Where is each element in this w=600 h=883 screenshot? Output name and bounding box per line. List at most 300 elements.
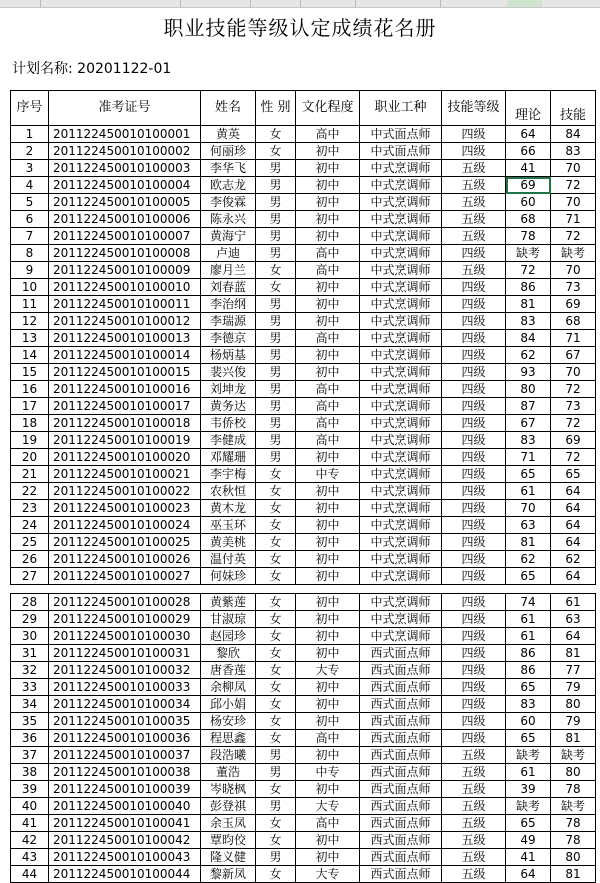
occupation-cell[interactable]: 西式面点师: [360, 832, 442, 849]
name-cell[interactable]: 何妹珍: [201, 568, 256, 585]
skill-score-cell[interactable]: 70: [551, 364, 596, 381]
occupation-cell[interactable]: 中式烹调师: [360, 177, 442, 194]
skill-score-cell[interactable]: 70: [551, 262, 596, 279]
education-cell[interactable]: 初中: [296, 313, 360, 330]
index-cell[interactable]: 42: [11, 832, 49, 849]
education-cell[interactable]: 高中: [296, 398, 360, 415]
name-cell[interactable]: 甘淑琼: [201, 611, 256, 628]
level-cell[interactable]: 五级: [442, 747, 506, 764]
header-name[interactable]: 姓名: [201, 91, 256, 126]
education-cell[interactable]: 大专: [296, 866, 360, 883]
name-cell[interactable]: 温付英: [201, 551, 256, 568]
exam-no-cell[interactable]: 201122450010100005: [49, 194, 201, 211]
occupation-cell[interactable]: 西式面点师: [360, 696, 442, 713]
gender-cell[interactable]: 男: [256, 347, 296, 364]
name-cell[interactable]: 李健成: [201, 432, 256, 449]
occupation-cell[interactable]: 中式烹调师: [360, 381, 442, 398]
skill-score-cell[interactable]: 78: [551, 815, 596, 832]
education-cell[interactable]: 初中: [296, 568, 360, 585]
gender-cell[interactable]: 男: [256, 313, 296, 330]
occupation-cell[interactable]: 西式面点师: [360, 679, 442, 696]
level-cell[interactable]: 五级: [442, 798, 506, 815]
name-cell[interactable]: 黄英: [201, 126, 256, 143]
exam-no-cell[interactable]: 201122450010100021: [49, 466, 201, 483]
gender-cell[interactable]: 女: [256, 662, 296, 679]
name-cell[interactable]: 覃昀佼: [201, 832, 256, 849]
level-cell[interactable]: 四级: [442, 313, 506, 330]
occupation-cell[interactable]: 西式面点师: [360, 781, 442, 798]
exam-no-cell[interactable]: 201122450010100040: [49, 798, 201, 815]
theory-score-cell[interactable]: 84: [506, 330, 551, 347]
education-cell[interactable]: 初中: [296, 160, 360, 177]
gender-cell[interactable]: 男: [256, 849, 296, 866]
index-cell[interactable]: 31: [11, 645, 49, 662]
name-cell[interactable]: 卢迪: [201, 245, 256, 262]
gender-cell[interactable]: 女: [256, 568, 296, 585]
level-cell[interactable]: 四级: [442, 245, 506, 262]
level-cell[interactable]: 五级: [442, 781, 506, 798]
skill-score-cell[interactable]: 65: [551, 466, 596, 483]
name-cell[interactable]: 赵园珍: [201, 628, 256, 645]
theory-score-cell[interactable]: 39: [506, 781, 551, 798]
name-cell[interactable]: 廖月兰: [201, 262, 256, 279]
gender-cell[interactable]: 男: [256, 364, 296, 381]
gender-cell[interactable]: 男: [256, 381, 296, 398]
name-cell[interactable]: 李华飞: [201, 160, 256, 177]
education-cell[interactable]: 初中: [296, 143, 360, 160]
gender-cell[interactable]: 女: [256, 551, 296, 568]
name-cell[interactable]: 岑晓枫: [201, 781, 256, 798]
theory-score-cell[interactable]: 86: [506, 645, 551, 662]
occupation-cell[interactable]: 中式烹调师: [360, 211, 442, 228]
level-cell[interactable]: 五级: [442, 177, 506, 194]
name-cell[interactable]: 何丽珍: [201, 143, 256, 160]
name-cell[interactable]: 刘春蓝: [201, 279, 256, 296]
theory-score-cell[interactable]: 缺考: [506, 747, 551, 764]
education-cell[interactable]: 初中: [296, 679, 360, 696]
gender-cell[interactable]: 女: [256, 534, 296, 551]
exam-no-cell[interactable]: 201122450010100007: [49, 228, 201, 245]
level-cell[interactable]: 五级: [442, 866, 506, 883]
exam-no-cell[interactable]: 201122450010100004: [49, 177, 201, 194]
theory-score-cell[interactable]: 93: [506, 364, 551, 381]
theory-score-cell[interactable]: 41: [506, 160, 551, 177]
skill-score-cell[interactable]: 缺考: [551, 747, 596, 764]
level-cell[interactable]: 五级: [442, 262, 506, 279]
level-cell[interactable]: 四级: [442, 679, 506, 696]
index-cell[interactable]: 19: [11, 432, 49, 449]
theory-score-cell[interactable]: 49: [506, 832, 551, 849]
gender-cell[interactable]: 女: [256, 645, 296, 662]
education-cell[interactable]: 初中: [296, 483, 360, 500]
theory-score-cell[interactable]: 86: [506, 279, 551, 296]
spreadsheet-grid[interactable]: [10, 90, 595, 883]
skill-score-cell[interactable]: 80: [551, 764, 596, 781]
education-cell[interactable]: 高中: [296, 245, 360, 262]
education-cell[interactable]: 初中: [296, 534, 360, 551]
level-cell[interactable]: 四级: [442, 432, 506, 449]
level-cell[interactable]: 四级: [442, 730, 506, 747]
name-cell[interactable]: 李德京: [201, 330, 256, 347]
gender-cell[interactable]: 女: [256, 126, 296, 143]
theory-score-cell[interactable]: 80: [506, 381, 551, 398]
theory-score-cell[interactable]: 86: [506, 662, 551, 679]
education-cell[interactable]: 初中: [296, 364, 360, 381]
level-cell[interactable]: 五级: [442, 194, 506, 211]
exam-no-cell[interactable]: 201122450010100036: [49, 730, 201, 747]
exam-no-cell[interactable]: 201122450010100039: [49, 781, 201, 798]
index-cell[interactable]: 13: [11, 330, 49, 347]
index-cell[interactable]: 12: [11, 313, 49, 330]
index-cell[interactable]: 11: [11, 296, 49, 313]
index-cell[interactable]: 44: [11, 866, 49, 883]
skill-score-cell[interactable]: 72: [551, 415, 596, 432]
theory-score-cell[interactable]: 61: [506, 628, 551, 645]
name-cell[interactable]: 杨炳基: [201, 347, 256, 364]
exam-no-cell[interactable]: 201122450010100018: [49, 415, 201, 432]
level-cell[interactable]: 四级: [442, 611, 506, 628]
occupation-cell[interactable]: 中式烹调师: [360, 449, 442, 466]
occupation-cell[interactable]: 中式面点师: [360, 126, 442, 143]
occupation-cell[interactable]: 西式面点师: [360, 747, 442, 764]
exam-no-cell[interactable]: 201122450010100002: [49, 143, 201, 160]
exam-no-cell[interactable]: 201122450010100026: [49, 551, 201, 568]
theory-score-cell[interactable]: 83: [506, 696, 551, 713]
exam-no-cell[interactable]: 201122450010100012: [49, 313, 201, 330]
index-cell[interactable]: 39: [11, 781, 49, 798]
exam-no-cell[interactable]: 201122450010100029: [49, 611, 201, 628]
exam-no-cell[interactable]: 201122450010100043: [49, 849, 201, 866]
occupation-cell[interactable]: 西式面点师: [360, 798, 442, 815]
gender-cell[interactable]: 女: [256, 143, 296, 160]
theory-score-cell[interactable]: 缺考: [506, 798, 551, 815]
name-cell[interactable]: 程思鑫: [201, 730, 256, 747]
skill-score-cell[interactable]: 72: [551, 177, 596, 194]
name-cell[interactable]: 董浩: [201, 764, 256, 781]
skill-score-cell[interactable]: 62: [551, 551, 596, 568]
level-cell[interactable]: 四级: [442, 347, 506, 364]
level-cell[interactable]: 四级: [442, 534, 506, 551]
exam-no-cell[interactable]: 201122450010100009: [49, 262, 201, 279]
exam-no-cell[interactable]: 201122450010100037: [49, 747, 201, 764]
occupation-cell[interactable]: 中式烹调师: [360, 228, 442, 245]
occupation-cell[interactable]: 中式面点师: [360, 143, 442, 160]
education-cell[interactable]: 高中: [296, 330, 360, 347]
index-cell[interactable]: 27: [11, 568, 49, 585]
skill-score-cell[interactable]: 缺考: [551, 245, 596, 262]
theory-score-cell[interactable]: 65: [506, 815, 551, 832]
name-cell[interactable]: 黄海宁: [201, 228, 256, 245]
exam-no-cell[interactable]: 201122450010100019: [49, 432, 201, 449]
theory-score-cell[interactable]: 64: [506, 866, 551, 883]
index-cell[interactable]: 17: [11, 398, 49, 415]
exam-no-cell[interactable]: 201122450010100022: [49, 483, 201, 500]
name-cell[interactable]: 李宇梅: [201, 466, 256, 483]
occupation-cell[interactable]: 中式烹调师: [360, 483, 442, 500]
education-cell[interactable]: 初中: [296, 449, 360, 466]
index-cell[interactable]: 15: [11, 364, 49, 381]
index-cell[interactable]: 16: [11, 381, 49, 398]
gender-cell[interactable]: 男: [256, 330, 296, 347]
exam-no-cell[interactable]: 201122450010100020: [49, 449, 201, 466]
level-cell[interactable]: 五级: [442, 764, 506, 781]
skill-score-cell[interactable]: 64: [551, 628, 596, 645]
occupation-cell[interactable]: 中式烹调师: [360, 398, 442, 415]
skill-score-cell[interactable]: 78: [551, 832, 596, 849]
index-cell[interactable]: 6: [11, 211, 49, 228]
gender-cell[interactable]: 女: [256, 713, 296, 730]
skill-score-cell[interactable]: 71: [551, 330, 596, 347]
occupation-cell[interactable]: 中式烹调师: [360, 296, 442, 313]
education-cell[interactable]: 初中: [296, 296, 360, 313]
name-cell[interactable]: 黄美桃: [201, 534, 256, 551]
education-cell[interactable]: 初中: [296, 747, 360, 764]
gender-cell[interactable]: 女: [256, 730, 296, 747]
occupation-cell[interactable]: 中式烹调师: [360, 466, 442, 483]
gender-cell[interactable]: 女: [256, 466, 296, 483]
skill-score-cell[interactable]: 69: [551, 296, 596, 313]
exam-no-cell[interactable]: 201122450010100024: [49, 517, 201, 534]
header-education[interactable]: 文化程度: [296, 91, 360, 126]
exam-no-cell[interactable]: 201122450010100027: [49, 568, 201, 585]
gender-cell[interactable]: 男: [256, 245, 296, 262]
skill-score-cell[interactable]: 61: [551, 594, 596, 611]
occupation-cell[interactable]: 中式烹调师: [360, 347, 442, 364]
gender-cell[interactable]: 女: [256, 628, 296, 645]
name-cell[interactable]: 邱小娟: [201, 696, 256, 713]
level-cell[interactable]: 五级: [442, 211, 506, 228]
name-cell[interactable]: 黎新凤: [201, 866, 256, 883]
exam-no-cell[interactable]: 201122450010100035: [49, 713, 201, 730]
education-cell[interactable]: 高中: [296, 126, 360, 143]
education-cell[interactable]: 高中: [296, 432, 360, 449]
skill-score-cell[interactable]: 64: [551, 534, 596, 551]
theory-score-cell[interactable]: 83: [506, 432, 551, 449]
theory-score-cell[interactable]: 65: [506, 679, 551, 696]
education-cell[interactable]: 初中: [296, 849, 360, 866]
gender-cell[interactable]: 女: [256, 611, 296, 628]
level-cell[interactable]: 四级: [442, 628, 506, 645]
name-cell[interactable]: 杨安珍: [201, 713, 256, 730]
gender-cell[interactable]: 男: [256, 194, 296, 211]
skill-score-cell[interactable]: 63: [551, 611, 596, 628]
exam-no-cell[interactable]: 201122450010100033: [49, 679, 201, 696]
skill-score-cell[interactable]: 68: [551, 313, 596, 330]
index-cell[interactable]: 18: [11, 415, 49, 432]
name-cell[interactable]: 余柳凤: [201, 679, 256, 696]
level-cell[interactable]: 四级: [442, 330, 506, 347]
theory-score-cell[interactable]: 78: [506, 228, 551, 245]
skill-score-cell[interactable]: 78: [551, 781, 596, 798]
index-cell[interactable]: 30: [11, 628, 49, 645]
header-skill[interactable]: 技能: [551, 91, 596, 126]
occupation-cell[interactable]: 西式面点师: [360, 713, 442, 730]
gender-cell[interactable]: 男: [256, 432, 296, 449]
name-cell[interactable]: 隆义健: [201, 849, 256, 866]
skill-score-cell[interactable]: 64: [551, 517, 596, 534]
name-cell[interactable]: 陈永兴: [201, 211, 256, 228]
header-theory[interactable]: 理论: [506, 91, 551, 126]
education-cell[interactable]: 高中: [296, 730, 360, 747]
gender-cell[interactable]: 男: [256, 177, 296, 194]
skill-score-cell[interactable]: 72: [551, 381, 596, 398]
education-cell[interactable]: 高中: [296, 262, 360, 279]
theory-score-cell[interactable]: 60: [506, 713, 551, 730]
exam-no-cell[interactable]: 201122450010100023: [49, 500, 201, 517]
exam-no-cell[interactable]: 201122450010100016: [49, 381, 201, 398]
exam-no-cell[interactable]: 201122450010100025: [49, 534, 201, 551]
index-cell[interactable]: 24: [11, 517, 49, 534]
skill-score-cell[interactable]: 64: [551, 483, 596, 500]
theory-score-cell[interactable]: 62: [506, 347, 551, 364]
occupation-cell[interactable]: 中式烹调师: [360, 415, 442, 432]
index-cell[interactable]: 28: [11, 594, 49, 611]
gender-cell[interactable]: 男: [256, 764, 296, 781]
gender-cell[interactable]: 男: [256, 415, 296, 432]
occupation-cell[interactable]: 中式烹调师: [360, 279, 442, 296]
occupation-cell[interactable]: 西式面点师: [360, 730, 442, 747]
gender-cell[interactable]: 女: [256, 517, 296, 534]
exam-no-cell[interactable]: 201122450010100032: [49, 662, 201, 679]
skill-score-cell[interactable]: 64: [551, 568, 596, 585]
skill-score-cell[interactable]: 80: [551, 696, 596, 713]
gender-cell[interactable]: 女: [256, 483, 296, 500]
occupation-cell[interactable]: 西式面点师: [360, 866, 442, 883]
name-cell[interactable]: 欧志龙: [201, 177, 256, 194]
name-cell[interactable]: 唐香莲: [201, 662, 256, 679]
education-cell[interactable]: 初中: [296, 279, 360, 296]
index-cell[interactable]: 29: [11, 611, 49, 628]
education-cell[interactable]: 中专: [296, 764, 360, 781]
level-cell[interactable]: 四级: [442, 449, 506, 466]
theory-score-cell[interactable]: 66: [506, 143, 551, 160]
index-cell[interactable]: 21: [11, 466, 49, 483]
skill-score-cell[interactable]: 79: [551, 713, 596, 730]
header-level[interactable]: 技能等级: [442, 91, 506, 126]
occupation-cell[interactable]: 中式烹调师: [360, 551, 442, 568]
occupation-cell[interactable]: 中式烹调师: [360, 517, 442, 534]
index-cell[interactable]: 40: [11, 798, 49, 815]
theory-score-cell[interactable]: 74: [506, 594, 551, 611]
level-cell[interactable]: 四级: [442, 279, 506, 296]
theory-score-cell[interactable]: 67: [506, 415, 551, 432]
education-cell[interactable]: 高中: [296, 815, 360, 832]
level-cell[interactable]: 四级: [442, 398, 506, 415]
name-cell[interactable]: 段浩曦: [201, 747, 256, 764]
education-cell[interactable]: 初中: [296, 832, 360, 849]
level-cell[interactable]: 五级: [442, 832, 506, 849]
header-occupation[interactable]: 职业工种: [360, 91, 442, 126]
name-cell[interactable]: 黄务达: [201, 398, 256, 415]
occupation-cell[interactable]: 中式烹调师: [360, 364, 442, 381]
name-cell[interactable]: 黎欣: [201, 645, 256, 662]
level-cell[interactable]: 五级: [442, 815, 506, 832]
education-cell[interactable]: 大专: [296, 662, 360, 679]
theory-score-cell[interactable]: 83: [506, 313, 551, 330]
skill-score-cell[interactable]: 77: [551, 662, 596, 679]
skill-score-cell[interactable]: 83: [551, 143, 596, 160]
level-cell[interactable]: 五级: [442, 160, 506, 177]
gender-cell[interactable]: 女: [256, 781, 296, 798]
exam-no-cell[interactable]: 201122450010100031: [49, 645, 201, 662]
education-cell[interactable]: 初中: [296, 551, 360, 568]
education-cell[interactable]: 初中: [296, 713, 360, 730]
theory-score-cell[interactable]: 81: [506, 296, 551, 313]
occupation-cell[interactable]: 中式烹调师: [360, 594, 442, 611]
occupation-cell[interactable]: 西式面点师: [360, 662, 442, 679]
name-cell[interactable]: 余玉凤: [201, 815, 256, 832]
occupation-cell[interactable]: 西式面点师: [360, 645, 442, 662]
index-cell[interactable]: 20: [11, 449, 49, 466]
gender-cell[interactable]: 女: [256, 279, 296, 296]
index-cell[interactable]: 8: [11, 245, 49, 262]
theory-score-cell[interactable]: 61: [506, 483, 551, 500]
exam-no-cell[interactable]: 201122450010100014: [49, 347, 201, 364]
skill-score-cell[interactable]: 73: [551, 279, 596, 296]
education-cell[interactable]: 初中: [296, 500, 360, 517]
level-cell[interactable]: 四级: [442, 143, 506, 160]
gender-cell[interactable]: 女: [256, 866, 296, 883]
gender-cell[interactable]: 女: [256, 832, 296, 849]
occupation-cell[interactable]: 西式面点师: [360, 849, 442, 866]
theory-score-cell[interactable]: 62: [506, 551, 551, 568]
index-cell[interactable]: 4: [11, 177, 49, 194]
gender-cell[interactable]: 男: [256, 211, 296, 228]
level-cell[interactable]: 四级: [442, 713, 506, 730]
skill-score-cell[interactable]: 71: [551, 211, 596, 228]
level-cell[interactable]: 四级: [442, 500, 506, 517]
theory-score-cell[interactable]: 70: [506, 500, 551, 517]
exam-no-cell[interactable]: 201122450010100010: [49, 279, 201, 296]
skill-score-cell[interactable]: 67: [551, 347, 596, 364]
education-cell[interactable]: 初中: [296, 628, 360, 645]
education-cell[interactable]: 中专: [296, 466, 360, 483]
theory-score-cell[interactable]: 61: [506, 764, 551, 781]
index-cell[interactable]: 14: [11, 347, 49, 364]
occupation-cell[interactable]: 中式烹调师: [360, 194, 442, 211]
skill-score-cell[interactable]: 73: [551, 398, 596, 415]
header-index[interactable]: 序号: [11, 91, 49, 126]
gender-cell[interactable]: 男: [256, 228, 296, 245]
exam-no-cell[interactable]: 201122450010100001: [49, 126, 201, 143]
theory-score-cell[interactable]: 68: [506, 211, 551, 228]
theory-score-cell[interactable]: 65: [506, 730, 551, 747]
education-cell[interactable]: 高中: [296, 415, 360, 432]
index-cell[interactable]: 9: [11, 262, 49, 279]
name-cell[interactable]: 韦侨校: [201, 415, 256, 432]
gender-cell[interactable]: 男: [256, 798, 296, 815]
theory-score-cell[interactable]: 61: [506, 611, 551, 628]
index-cell[interactable]: 41: [11, 815, 49, 832]
occupation-cell[interactable]: 中式烹调师: [360, 432, 442, 449]
level-cell[interactable]: 四级: [442, 483, 506, 500]
index-cell[interactable]: 2: [11, 143, 49, 160]
gender-cell[interactable]: 女: [256, 679, 296, 696]
education-cell[interactable]: 初中: [296, 594, 360, 611]
exam-no-cell[interactable]: 201122450010100017: [49, 398, 201, 415]
level-cell[interactable]: 四级: [442, 568, 506, 585]
skill-score-cell[interactable]: 缺考: [551, 798, 596, 815]
exam-no-cell[interactable]: 201122450010100008: [49, 245, 201, 262]
level-cell[interactable]: 五级: [442, 228, 506, 245]
index-cell[interactable]: 5: [11, 194, 49, 211]
education-cell[interactable]: 初中: [296, 228, 360, 245]
skill-score-cell[interactable]: 70: [551, 194, 596, 211]
level-cell[interactable]: 四级: [442, 662, 506, 679]
level-cell[interactable]: 四级: [442, 645, 506, 662]
occupation-cell[interactable]: 西式面点师: [360, 815, 442, 832]
education-cell[interactable]: 初中: [296, 347, 360, 364]
